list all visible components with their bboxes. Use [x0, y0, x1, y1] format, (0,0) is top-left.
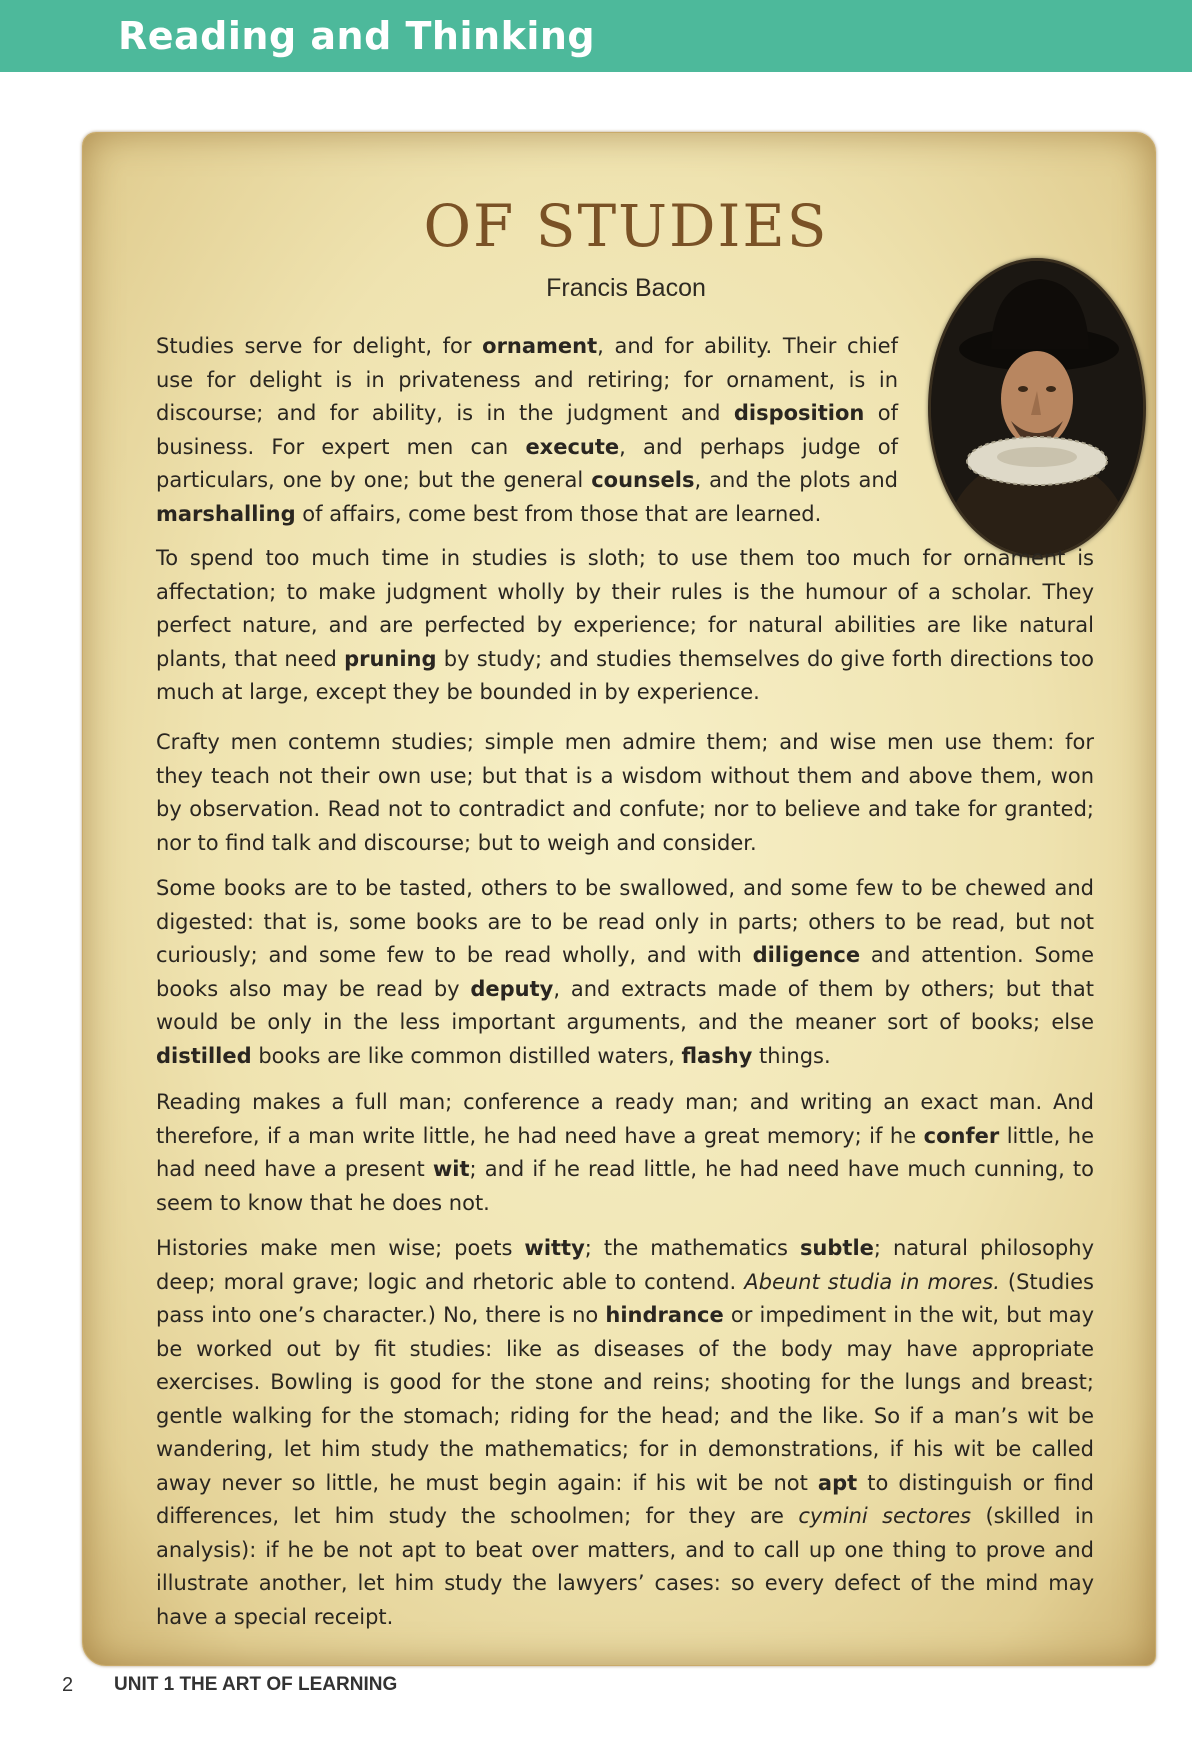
latin-phrase: Abeunt studia in mores.: [744, 1269, 1000, 1294]
text-run: , and for ability. Their chief use for delight is in privateness and retiring; for ornament, is in discourse; and for ability, is in the judgment and: [156, 334, 898, 425]
vocab-word: diligence: [752, 943, 861, 967]
text-run: Crafty men contemn studies; simple men admire them; and wise men use them: for they teach not their own use; but that is a wisdom without them and above them, won by observation. Read not to contradict and confute; nor to believe and take for granted; nor to find talk and discourse; but to weigh and consider.: [156, 730, 1094, 855]
text-run: To spend too much time in studies is sloth; to use them too much for ornament is affectation; to make judgment wholly by their rules is the humour of a scholar. They perfect nature, and are perfected by experience; for natural abilities are like natural plants, that need: [156, 546, 1094, 671]
text-run: , and perhaps judge of particulars, one by one; but the general: [156, 434, 898, 492]
author-portrait: [928, 258, 1146, 558]
paragraph: [156, 872, 1094, 1073]
text-run: or impediment in the wit, but may be worked out by fit studies: like as diseases of the body may have appropriate exercises. Bowling is good for the stone and reins; shooting for the lungs and breast; gentle walking for the stomach; riding for the head; and the like. So if a man’s wit be wandering, let him study the mathematics; for in demonstrations, if his wit be called away never so little, he must begin again: if his wit be not: [156, 1303, 1095, 1495]
portrait-illustration: [931, 261, 1143, 555]
text-run: (Studies pass into one’s character.) No, there is no: [156, 1269, 1094, 1327]
paragraph: [156, 1086, 1094, 1220]
text-run: of business. For expert men can: [156, 401, 898, 459]
vocab-word: witty: [524, 1236, 585, 1260]
text-run: , and extracts made of them by others; but that would be only in the less important arguments, and the meaner sort of books; else: [156, 976, 1095, 1034]
paragraph: [156, 542, 1094, 710]
section-header-bar: [0, 0, 1192, 72]
text-run: ; natural philosophy deep; moral grave; logic and rhetoric able to contend.: [156, 1236, 1095, 1294]
text-run: ; and if he read little, he had need have much cunning, to seem to know that he does not.: [156, 1157, 1094, 1215]
vocab-word: execute: [525, 434, 620, 459]
vocab-word: deputy: [470, 976, 554, 1001]
vocab-word: flashy: [681, 1043, 753, 1068]
text-run: things.: [752, 1043, 831, 1068]
paragraph: [156, 330, 898, 531]
text-run: little, he had need have a present: [156, 1123, 1094, 1181]
text-run: Reading makes a full man; conference a ready man; and writing an exact man. And therefore, if a man write little, he had need have a great memory; if he: [156, 1090, 1094, 1148]
page-number: 2: [62, 1674, 74, 1696]
text-run: Histories make men wise; poets: [156, 1236, 525, 1260]
text-run: by study; and studies themselves do give forth directions too much at large, except they be bounded in by experience.: [156, 646, 1094, 704]
article-author: Francis Bacon: [546, 274, 706, 302]
unit-label: UNIT 1 THE ART OF LEARNING: [114, 1674, 398, 1695]
text-run: Some books are to be tasted, others to be swallowed, and some few to be chewed and digested: that is, some books are to be read only in parts; others to be read, but not curiously; and some few to be read wholly, and with: [156, 876, 1094, 967]
vocab-word: disposition: [733, 401, 865, 425]
vocab-word: pruning: [344, 646, 437, 671]
paragraph: [156, 726, 1094, 860]
text-run: to distinguish or find differences, let him study the schoolmen; for they are: [156, 1470, 1094, 1528]
vocab-word: ornament: [482, 334, 598, 358]
text-run: and attention. Some books also may be read by: [156, 943, 1094, 1001]
vocab-word: wit: [432, 1157, 470, 1181]
text-run: ; the mathematics: [584, 1236, 800, 1260]
vocab-word: marshalling: [156, 501, 296, 526]
vocab-word: confer: [923, 1123, 1000, 1148]
text-run: , and the plots and: [694, 468, 899, 492]
latin-phrase: cymini sectores: [798, 1504, 972, 1528]
article-title: OF STUDIES: [423, 192, 829, 260]
vocab-word: subtle: [799, 1236, 874, 1260]
text-run: Studies serve for delight, for: [156, 334, 483, 358]
vocab-word: apt: [817, 1470, 858, 1495]
text-run: (skilled in analysis): if he be not apt to beat over matters, and to call up one thing to prove and illustrate another, let him study the lawyers’ cases: so every defect of the mind may have a special receipt.: [156, 1504, 1094, 1629]
section-title: Reading and Thinking: [118, 14, 596, 58]
vocab-word: counsels: [591, 468, 695, 492]
text-run: books are like common distilled waters,: [251, 1043, 682, 1068]
vocab-word: distilled: [156, 1043, 252, 1068]
paragraph: [156, 1232, 1094, 1634]
text-run: of affairs, come best from those that are learned.: [295, 501, 822, 526]
vocab-word: hindrance: [605, 1303, 724, 1327]
